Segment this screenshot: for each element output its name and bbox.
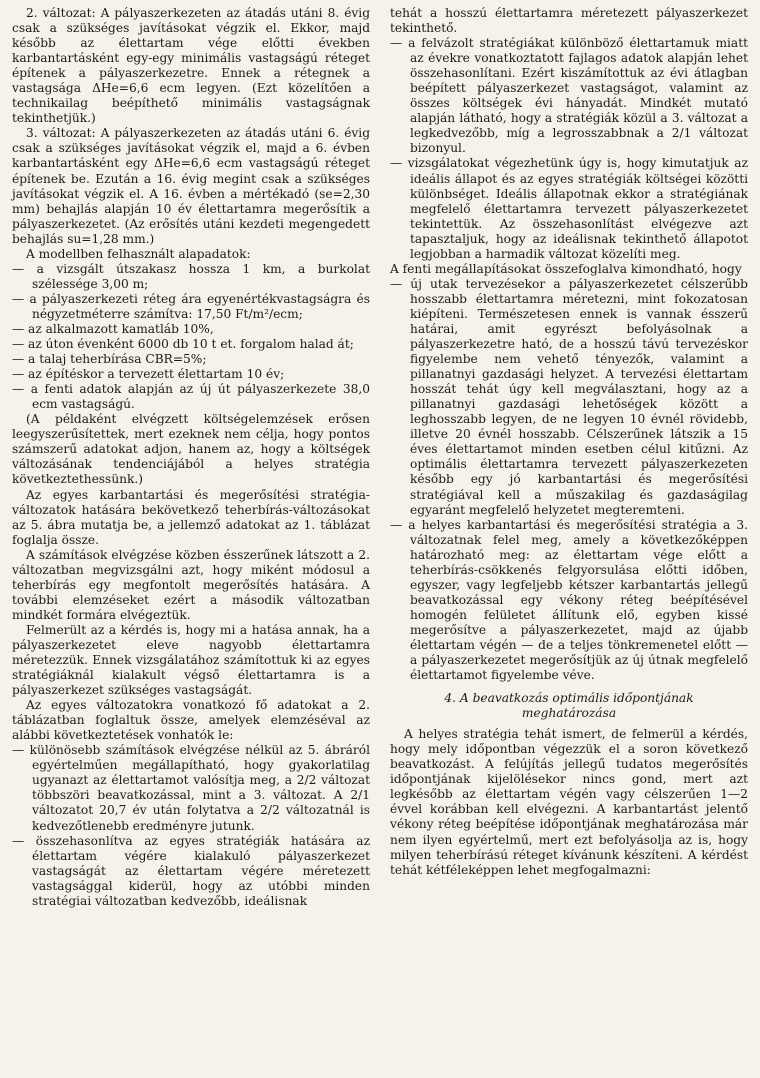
paragraph: (A példaként elvégzett költségelemzések erősen leegyszerűsítettek, mert ezeknek nem célja, hogy pontos számszerű adatokat adjon, hanem az, hogy a költségek változásának tendenciájából a helyes stratégia következtethessünk.)	[12, 412, 370, 487]
paragraph: A számítások elvégzése közben ésszerűnek látszott a 2. változatban megvizsgálni azt, hogy miként módosul a teherbírás egy megfontolt megerősítés hatására. A további elemzéseket ezért a második változatban mindkét formára elvégeztük.	[12, 547, 370, 622]
dash-list-item: — az úton évenként 6000 db 10 t et. forgalom halad át;	[12, 337, 354, 352]
paragraph: 3. változat: A pályaszerkezeten az átadás utáni 6. évig csak a szükséges javításokat végzik el, majd a 6. évben karbantartásként egy ΔHe=6,6 ecm vastagságú réteget építenek be. Ezután a 16. évig megint csak a szükséges javításokat végzik el. A 16. évben a mértékadó (se=2,30 mm) behajlás alapján 10 év élettartamra megerősítik a pályaszerkezetet. (Az erősítés utáni kezdeti megengedett behajlás su=1,28 mm.)	[12, 126, 370, 246]
dash-list-item: — a vizsgált útszakasz hossza 1 km, a burkolat szélessége 3,00 m;	[12, 261, 370, 291]
dash-list-item: — a felvázolt stratégiákat különböző élettartamuk miatt az évekre vonatkoztatott fajlagos adatok alapján lehet összehasonlítani. Ezért kiszámítottuk az évi átlagban beépített pályaszerkezet vastagságot, valamint az összes költségek évi hányadát. Mindkét mutató alapján látható, hogy a stratégiák közül a 3. változat a legkedvezőbb, míg a legrosszabbnak a 2/1 változat bizonyul.	[390, 36, 748, 156]
left-column	[12, 6, 370, 1078]
dash-list-item: — az alkalmazott kamatláb 10%,	[12, 321, 214, 336]
paragraph-continuation: A fenti megállapításokat összefoglalva kimondható, hogy	[390, 261, 742, 276]
dash-list-item: — a talaj teherbírása CBR=5%;	[12, 352, 207, 367]
dash-list-item: — a helyes karbantartási és megerősítési stratégia a 3. változatnak felel meg, amely a következőképpen határozható meg: az élettartam vége előtt a teherbírás-csökkenés felgyorsulása előtti időben, egyszer, vagy legfeljebb kétszer karbantartás jellegű beavatkozással egy vékony réteg beépítésével homogén felületet állítunk elő, egyben kissé megerősítve a pályaszerkezetet, majd az újabb élettartam végén — de a teljes tönkremenetel előtt — a pályaszerkezetet megerősítjük az új útnak megfelelő élettartamot figyelembe véve.	[390, 517, 748, 683]
paragraph: Az egyes karbantartási és megerősítési stratégia-változatok hatására bekövetkező teherbírás-változásokat az 5. ábra mutatja be, a jellemző adatokat az 1. táblázat foglalja össze.	[12, 487, 370, 547]
paragraph: Felmerült az a kérdés is, hogy mi a hatása annak, ha a pályaszerkezetet eleve nagyobb élettartamra méretezzük. Ennek vizsgálatához számítottuk ki az egyes stratégiáknál kialakult végső élettartamra is a pályaszerkezet szükséges vastagságát.	[12, 622, 370, 698]
paragraph: A helyes stratégia tehát ismert, de felmerül a kérdés, hogy mely időpontban végezzük el a soron következő beavatkozást. A felújítás jellegű tudatos megerősítés időpontjának kijelölésekor nincs gond, mert azt legkésőbb az élettartam végén vagy célszerűen 1—2 évvel korábban kell elvégezni. A karbantartást jelentő vékony réteg beépítése időpontjának meghatározása már nem ilyen egyértelmű, mert ezt befolyásolja az is, hogy milyen teherbírású réteget kívánunk készíteni. A kérdést tehát kétféleképpen lehet megfogalmazni:	[390, 727, 748, 877]
dash-list-item: — a fenti adatok alapján az új út pályaszerkezete 38,0 ecm vastagságú.	[12, 382, 370, 412]
section-heading-line: meghatározása	[521, 706, 617, 721]
section-heading	[390, 691, 748, 721]
dash-list-item: — a pályaszerkezeti réteg ára egyenértékvastagságra és négyzetméterre számítva: 17,50 Ft/m²/ecm;	[12, 291, 370, 321]
paragraph: A modellben felhasznált alapadatok:	[26, 246, 251, 261]
dash-list-item: — vizsgálatokat végezhetünk úgy is, hogy kimutatjuk az ideális állapot és az egyes stratégiák költségei közötti különbséget. Ideális állapotnak ekkor a stratégiának megfelelő élettartamra tervezett pályaszerkezetet tekintettük. Az összehasonlítást elvégezve azt tapasztaljuk, hogy az ideálisnak tekinthető állapotot legjobban a harmadik változat közelíti meg.	[390, 156, 748, 261]
dash-list-item: — új utak tervezésekor a pályaszerkezetet célszerűbb hosszabb élettartamra méretezni, mint fokozatosan kiépíteni. Természetesen ennek is vannak ésszerű határai, amit egyrészt befolyásolnak a pályaszerkezetre ható, de a hosszú távú tervezéskor figyelembe nem vehető tényezők, valamint a pillanatnyi gazdasági helyzet. A tervezési élettartam hosszát tehát úgy kell megválasztani, hogy az a pillanatnyi gazdasági lehetőségek között a leghosszabb legyen, de ne legyen 10 évnél rövidebb, illetve 20 évnél hosszabb. Célszerűnek látszik a 15 éves élettartamot minden esetben célul kitűzni. Az optimális élettartamra tervezett pályaszerkezeten később egy jó karbantartási és megerősítési stratégiával kell a műszakilag és gazdaságilag egyaránt megfelelő helyzetet megteremteni.	[390, 276, 748, 517]
dash-list-item: — összehasonlítva az egyes stratégiák hatására az élettartam végére kialakuló pályaszerkezet vastagságát az élettartam végére méretezett vastagsággal kiderül, hogy az utóbbi minden stratégiai változatban kedvezőbb, ideálisnak	[12, 833, 370, 908]
section-heading-line: 4. A beavatkozás optimális időpontjának	[444, 691, 694, 706]
dash-list-item: — az építéskor a tervezett élettartam 10 év;	[12, 367, 285, 382]
paragraph-continuation: tehát a hosszú élettartamra méretezett pályaszerkezet tekinthető.	[390, 6, 748, 36]
right-column	[390, 6, 748, 1078]
paragraph: Az egyes változatokra vonatkozó fő adatokat a 2. táblázatban foglaltuk össze, amelyek elemzéséval az alábbi következtetések vonhatók le:	[12, 698, 370, 743]
dash-list-item: — különösebb számítások elvégzése nélkül az 5. ábráról egyértelműen megállapítható, hogy gyakorlatilag ugyanazt az élettartamot valósítja meg, a 2/2 változat többszöri beavatkozással, mint a 3. változat. A 2/1 változatot 20,7 év után folytatva a 2/2 változatnál is kedvezőtlenebb eredményre jutunk.	[12, 743, 370, 833]
paragraph: 2. változat: A pályaszerkezeten az átadás utáni 8. évig csak a szükséges javításokat végzik el. Ekkor, majd később az élettartam vége előtti években karbantartásként egy-egy minimális vastagságú réteget építenek a pályaszerkezetre. Ennek a rétegnek a vastagsága ΔHe=6,6 ecm legyen. (Ezt közelítően a technikailag beépíthető minimális vastagságnak tekinthetjük.)	[12, 6, 370, 126]
